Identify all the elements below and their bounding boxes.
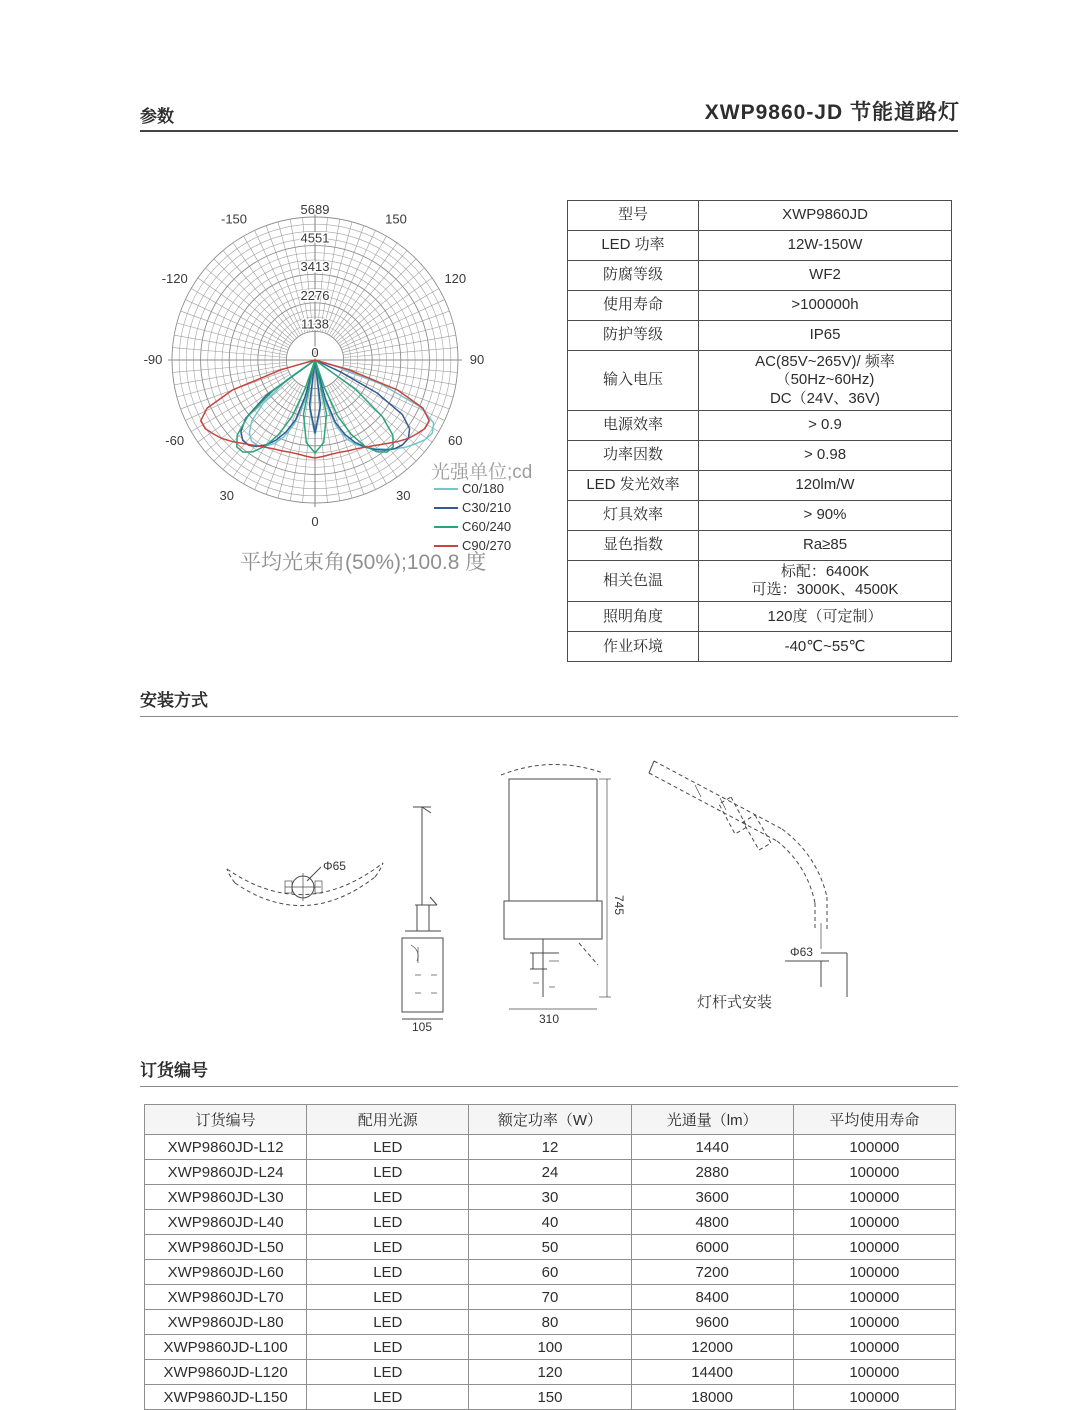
spec-row (568, 410, 952, 440)
order-cell: 100 (469, 1335, 631, 1360)
top-view-drawing (227, 859, 383, 906)
spec-value: > 90% (699, 500, 952, 530)
order-cell: 9600 (631, 1310, 793, 1335)
radial-tick-label: 5689 (300, 202, 330, 217)
order-cell: LED (307, 1335, 469, 1360)
spec-label: LED 功率 (568, 231, 699, 261)
order-cell: 2880 (631, 1160, 793, 1185)
spec-value: 标配：6400K 可选：3000K、4500K (699, 560, 952, 602)
order-cell: XWP9860JD-L60 (145, 1260, 307, 1285)
order-cell: 100000 (793, 1235, 955, 1260)
order-row (145, 1335, 956, 1360)
angle-label: 150 (385, 211, 407, 227)
params-heading: 参数 (140, 107, 174, 126)
order-row (145, 1260, 956, 1285)
spec-row (568, 530, 952, 560)
order-cell: 3600 (631, 1185, 793, 1210)
side-width-label: 105 (412, 1020, 433, 1034)
order-row (145, 1235, 956, 1260)
spec-value: AC(85V~265V)/ 频率 （50Hz~60Hz) DC（24V、36V) (699, 351, 952, 411)
order-cell: 18000 (631, 1385, 793, 1410)
spec-row (568, 470, 952, 500)
spec-row (568, 201, 952, 231)
order-cell: 8400 (631, 1285, 793, 1310)
radial-tick-label: 3413 (300, 259, 330, 275)
order-cell: 24 (469, 1160, 631, 1185)
angle-label: -150 (220, 211, 248, 227)
spec-label: 照明角度 (568, 602, 699, 632)
legend-label: C60/240 (462, 519, 512, 534)
angle-label: 30 (395, 487, 411, 503)
order-divider (140, 1086, 958, 1087)
radial-tick-label: 4551 (300, 230, 330, 246)
spec-label: 灯具效率 (568, 500, 699, 530)
pole-view-drawing (649, 761, 847, 1011)
order-cell: 14400 (631, 1360, 793, 1385)
spec-row (568, 231, 952, 261)
spec-value: -40℃~55℃ (699, 632, 952, 662)
order-col-header: 订货编号 (145, 1105, 307, 1135)
order-cell: LED (307, 1185, 469, 1210)
angle-label: 0 (311, 514, 319, 529)
order-cell: LED (307, 1285, 469, 1310)
order-cell: 100000 (793, 1210, 955, 1235)
spec-row (568, 440, 952, 470)
order-heading: 订货编号 (140, 1061, 208, 1080)
front-width-label: 310 (539, 1012, 560, 1026)
order-cell: 80 (469, 1310, 631, 1335)
order-cell: 60 (469, 1260, 631, 1285)
angle-label: 120 (444, 271, 467, 286)
spec-row (568, 560, 952, 602)
order-cell: 100000 (793, 1385, 955, 1410)
order-cell: LED (307, 1210, 469, 1235)
order-row (145, 1210, 956, 1235)
front-view-drawing (501, 764, 626, 1026)
spec-table-body (568, 201, 952, 662)
spec-row (568, 291, 952, 321)
order-col-header: 配用光源 (307, 1105, 469, 1135)
order-cell: 100000 (793, 1260, 955, 1285)
spec-value: WF2 (699, 261, 952, 291)
order-cell: XWP9860JD-L150 (145, 1385, 307, 1410)
order-cell: 150 (469, 1385, 631, 1410)
order-cell: LED (307, 1235, 469, 1260)
order-col-header: 光通量（lm） (631, 1105, 793, 1135)
order-cell: XWP9860JD-L80 (145, 1310, 307, 1335)
page-title: XWP9860-JD 节能道路灯 (704, 101, 960, 124)
spec-value: 12W-150W (699, 231, 952, 261)
order-cell: 100000 (793, 1335, 955, 1360)
order-cell: 1440 (631, 1135, 793, 1160)
order-cell: LED (307, 1385, 469, 1410)
top-view-dia-label: Φ65 (323, 859, 346, 873)
spec-label: 显色指数 (568, 530, 699, 560)
angle-label: -60 (165, 433, 185, 448)
order-row (145, 1310, 956, 1335)
order-cell: LED (307, 1160, 469, 1185)
spec-label: 输入电压 (568, 351, 699, 411)
order-cell: 4800 (631, 1210, 793, 1235)
order-row (145, 1135, 956, 1160)
order-cell: XWP9860JD-L30 (145, 1185, 307, 1210)
spec-label: 作业环境 (568, 632, 699, 662)
legend-label: C0/180 (462, 481, 504, 496)
angle-label: -90 (143, 352, 163, 367)
spec-value: > 0.9 (699, 410, 952, 440)
spec-table (567, 200, 952, 662)
order-cell: 120 (469, 1360, 631, 1385)
side-view-drawing (402, 807, 443, 1034)
spec-row (568, 321, 952, 351)
radial-tick-label: 1138 (301, 316, 329, 332)
spec-value: >100000h (699, 291, 952, 321)
order-cell: 100000 (793, 1185, 955, 1210)
order-cell: 6000 (631, 1235, 793, 1260)
order-table-head (145, 1105, 956, 1135)
order-cell: 30 (469, 1185, 631, 1210)
spec-value: IP65 (699, 321, 952, 351)
header-divider (140, 130, 958, 132)
order-cell: 100000 (793, 1310, 955, 1335)
spec-label: 型号 (568, 201, 699, 231)
spec-value: 120lm/W (699, 470, 952, 500)
spec-row (568, 351, 952, 411)
order-cell: 70 (469, 1285, 631, 1310)
order-cell: XWP9860JD-L40 (145, 1210, 307, 1235)
angle-label: 60 (448, 433, 463, 448)
pole-caption: 灯杆式安装 (697, 994, 773, 1011)
spec-row (568, 602, 952, 632)
order-cell: 40 (469, 1210, 631, 1235)
order-cell: 100000 (793, 1360, 955, 1385)
order-cell: 100000 (793, 1160, 955, 1185)
spec-label: 电源效率 (568, 410, 699, 440)
spec-label: 功率因数 (568, 440, 699, 470)
order-col-header: 平均使用寿命 (793, 1105, 955, 1135)
order-row (145, 1160, 956, 1185)
order-cell: 50 (469, 1235, 631, 1260)
spec-label: 防护等级 (568, 321, 699, 351)
order-cell: 12000 (631, 1335, 793, 1360)
angle-label: -120 (161, 271, 188, 286)
order-cell: LED (307, 1310, 469, 1335)
spec-label: 相关色温 (568, 560, 699, 602)
chart-unit-label: 光强单位;cd (431, 462, 533, 483)
spec-row (568, 500, 952, 530)
order-cell: 7200 (631, 1260, 793, 1285)
order-table-body (145, 1135, 956, 1410)
photometric-chart (128, 188, 564, 588)
order-cell: LED (307, 1360, 469, 1385)
install-divider (140, 716, 958, 717)
pole-dia-label: Φ63 (790, 945, 813, 959)
radial-tick-label: 0 (311, 345, 319, 360)
spec-label: 防腐等级 (568, 261, 699, 291)
legend-label: C90/270 (462, 538, 512, 553)
spec-label: LED 发光效率 (568, 470, 699, 500)
order-cell: 100000 (793, 1285, 955, 1310)
order-cell: XWP9860JD-L50 (145, 1235, 307, 1260)
radial-tick-label: 2276 (300, 287, 330, 303)
spec-value: 120度（可定制） (699, 602, 952, 632)
order-cell: 12 (469, 1135, 631, 1160)
spec-value: Ra≥85 (699, 530, 952, 560)
beam-angle-caption: 平均光束角(50%);100.8 度 (240, 551, 487, 574)
order-cell: XWP9860JD-L120 (145, 1360, 307, 1385)
order-cell: XWP9860JD-L70 (145, 1285, 307, 1310)
order-cell: XWP9860JD-L100 (145, 1335, 307, 1360)
front-height-label: 745 (612, 895, 626, 916)
order-cell: 100000 (793, 1135, 955, 1160)
order-row (145, 1185, 956, 1210)
order-cell: XWP9860JD-L12 (145, 1135, 307, 1160)
angle-label: 30 (219, 487, 235, 503)
order-cell: LED (307, 1135, 469, 1160)
angle-label: 90 (469, 352, 485, 367)
install-heading: 安装方式 (140, 691, 208, 710)
spec-value: XWP9860JD (699, 201, 952, 231)
spec-value: > 0.98 (699, 440, 952, 470)
installation-drawings (135, 735, 965, 1035)
spec-row (568, 632, 952, 662)
order-col-header: 额定功率（W） (469, 1105, 631, 1135)
legend-label: C30/210 (462, 500, 512, 515)
order-cell: LED (307, 1260, 469, 1285)
order-table (144, 1104, 956, 1410)
order-row (145, 1360, 956, 1385)
order-cell: XWP9860JD-L24 (145, 1160, 307, 1185)
order-row (145, 1285, 956, 1310)
spec-row (568, 261, 952, 291)
order-row (145, 1385, 956, 1410)
spec-label: 使用寿命 (568, 291, 699, 321)
